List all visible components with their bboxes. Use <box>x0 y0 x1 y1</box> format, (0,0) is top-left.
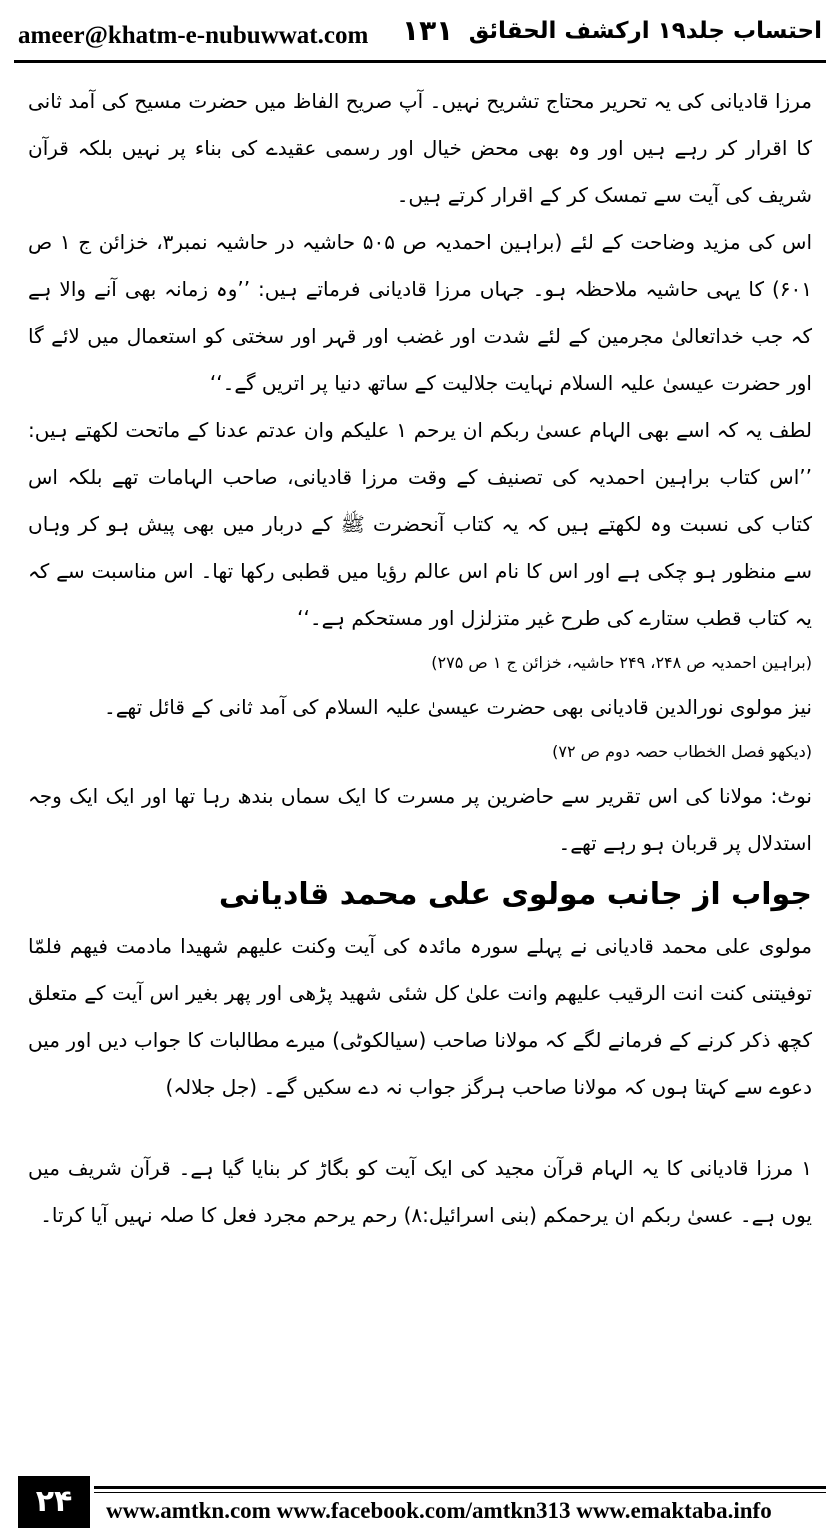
footer-divider-thick <box>94 1486 826 1489</box>
footer-page-number: ۲۴ <box>18 1476 90 1528</box>
section-paragraph: مولوی علی محمد قادیانی نے پہلے سورہ مائدہ کی آیت وکنت علیھم شھیدا مادمت فیھم فلمّا توفیتنی کنت انت الرقیب علیھم وانت علیٰ کل شئی شھید پڑھی اور پھر بغیر اس آیت کے متعلق کچھ ذکر کرنے کے فرمانے لگے کہ مولانا صاحب (سیالکوٹی) میرے مطالبات کا جواب دیں اور میں دعوے سے کہتا ہوں کہ مولانا صاحب ہرگز جواب نہ دے سکیں گے۔ (جل جلالہ) <box>28 934 812 1099</box>
note-paragraph: نوٹ: مولانا کی اس تقریر سے حاضرین پر مسرت کا ایک سماں بندھ رہا تھا اور ایک ایک وجہ استدلال پر قربان ہو رہے تھے۔ <box>28 784 812 855</box>
paragraph-3: لطف یہ کہ اسے بھی الہام عسیٰ ربکم ان یرحم ۱ علیکم وان عدتم عدنا کے ماتحت لکھتے ہیں: ’’اس کتاب براہین احمدیہ کی تصنیف کے وقت مرزا قادیانی، صاحب الہامات تھے بلکہ اس کتاب کی نسبت وہ لکھتے ہیں کہ یہ کتاب آنحضرت ﷺ کے دربار میں بھی پیش ہو کر وہاں سے منظور ہو چکی ہے اور اس کا نام اس عالم رؤیا میں قطبی رکھا تھا۔ اس مناسبت سے کہ یہ کتاب قطب ستارے کی طرح غیر متزلزل اور مستحکم ہے۔‘‘ <box>28 418 812 630</box>
paragraph-2: اس کی مزید وضاحت کے لئے (براہین احمدیہ ص ۵۰۵ حاشیہ در حاشیہ نمبر۳، خزائن ج ۱ ص ۶۰۱) کا یہی حاشیہ ملاحظہ ہو۔ جہاں مرزا قادیانی فرماتے ہیں: ’’وہ زمانہ بھی آنے والا ہے کہ جب خداتعالیٰ مجرمین کے لئے شدت اور غضب اور قہر اور سختی کو استعمال میں لائے گا اور حضرت عیسیٰ علیہ السلام نہایت جلالیت کے ساتھ دنیا پر اتریں گے۔‘‘ <box>28 230 813 395</box>
section-heading: جواب از جانب مولوی علی محمد قادیانی <box>218 877 812 912</box>
page-footer <box>14 1476 826 1536</box>
page-header <box>14 8 826 58</box>
footnote: ۱ مرزا قادیانی کا یہ الہام قرآن مجید کی ایک آیت کو بگاڑ کر بنایا گیا ہے۔ قرآن شریف میں یوں ہے۔ عسیٰ ربکم ان یرحمکم (بنی اسرائیل:۸) رحم یرحم مجرد فعل کا صلہ نہیں آیا کرتا۔ <box>28 1156 812 1227</box>
paragraph-1: مرزا قادیانی کی یہ تحریر محتاج تشریح نہیں۔ آپ صریح الفاظ میں حضرت مسیح کی آمد ثانی کا اقرار کر رہے ہیں اور وہ بھی محض خیال اور رسمی عقیدے کی بناء پر نہیں بلکہ قرآن شریف کی آیت سے تمسک کر کے اقرار کرتے ہیں۔ <box>28 89 812 207</box>
header-title: احتساب جلد۱۹ ارکشف الحقائق <box>468 18 822 44</box>
header-page-number: ۱۳۱ <box>402 14 454 47</box>
footer-divider-thin <box>94 1492 826 1493</box>
header-divider <box>14 60 826 63</box>
header-email[interactable]: ameer@khatm-e-nubuwwat.com <box>18 22 369 49</box>
reference-1: (براہین احمدیہ ص ۲۴۸، ۲۴۹ حاشیہ، خزائن ج ۱ ص ۲۷۵) <box>431 653 812 672</box>
paragraph-4: نیز مولوی نورالدین قادیانی بھی حضرت عیسیٰ علیہ السلام کی آمد ثانی کے قائل تھے۔ <box>103 695 812 719</box>
page-content <box>28 78 812 1239</box>
footer-websites[interactable]: www.amtkn.com www.facebook.com/amtkn313 www.emaktaba.info <box>106 1498 772 1523</box>
reference-2: (دیکھو فصل الخطاب حصہ دوم ص ۷۲) <box>552 742 812 761</box>
